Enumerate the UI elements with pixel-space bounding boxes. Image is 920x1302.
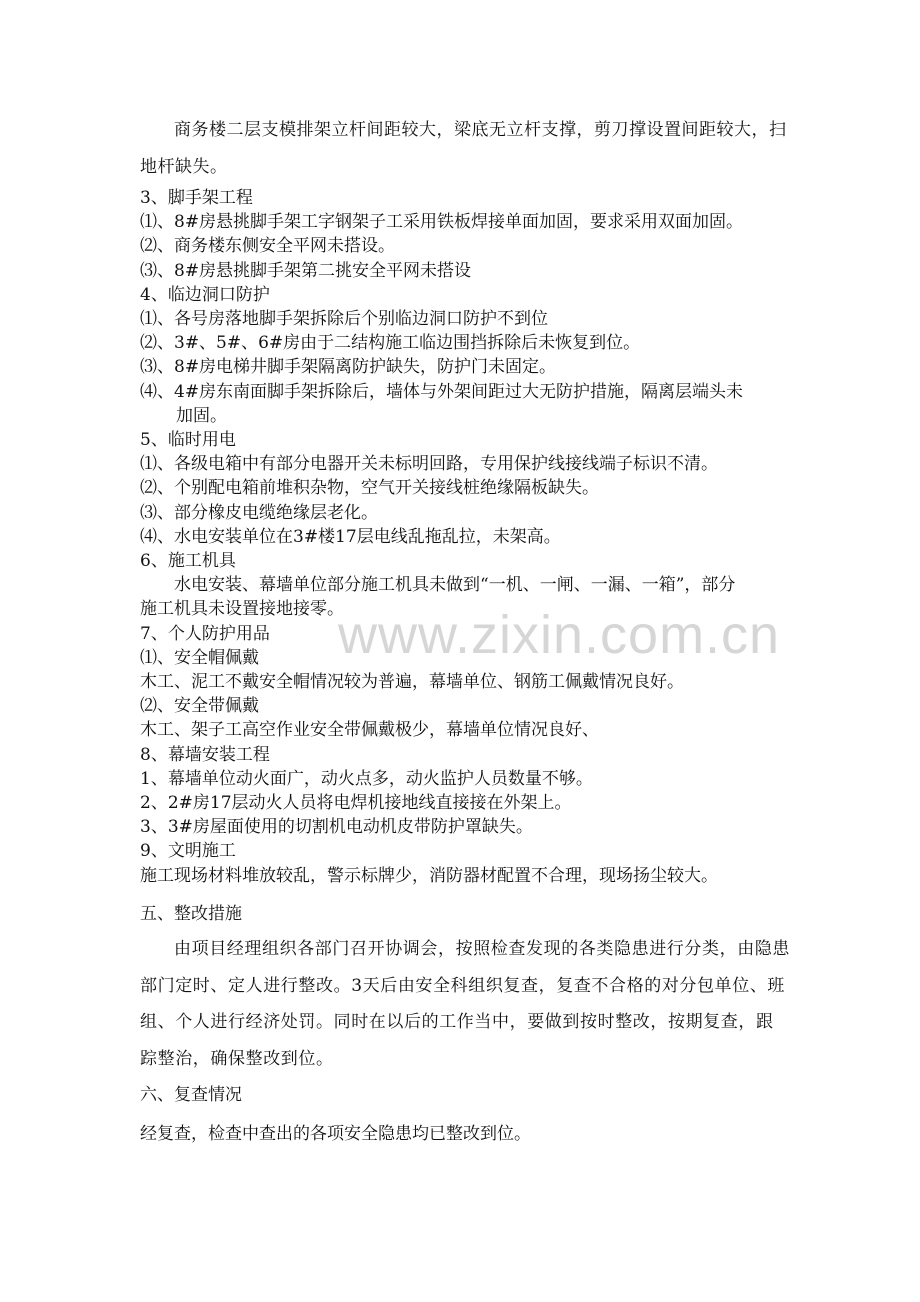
list-line: 2、2#房17层动火人员将电焊机接地线直接接在外架上。: [140, 793, 572, 814]
list-line: 木工、架子工高空作业安全带佩戴极少，幕墙单位情况良好、: [140, 720, 599, 741]
list-line: 6、施工机具: [140, 551, 236, 572]
list-line: 3、3#房屋面使用的切割机电动机皮带防护罩缺失。: [140, 817, 533, 838]
section-heading-rectification: 五、整改措施: [140, 904, 242, 924]
list-line: ⑴、各号房落地脚手架拆除后个别临边洞口防护不到位: [140, 309, 548, 330]
list-line-continuation: 加固。: [176, 405, 227, 426]
list-line: ⑴、各级电箱中有部分电器开关未标明回路，专用保护线接线端子标识不清。: [140, 454, 718, 475]
section-heading-review: 六、复查情况: [140, 1085, 242, 1105]
list-line: 5、临时用电: [140, 430, 236, 451]
list-line: 施工现场材料堆放较乱，警示标牌少，消防器材配置不合理，现场扬尘较大。: [140, 865, 718, 886]
list-line: 1、幕墙单位动火面广，动火点多，动火监护人员数量不够。: [140, 768, 593, 789]
list-line: ⑴、8#房悬挑脚手架工字钢架子工采用铁板焊接单面加固，要求采用双面加固。: [140, 212, 744, 233]
rectification-paragraph: 由项目经理组织各部门召开协调会，按照检查发现的各类隐患进行分类，由隐患部门定时、定人进行整改。3天后由安全科组织复查，复查不合格的对分包单位、班组、个人进行经济处罚。同时在以后的工作当中，要做到按时整改，按期复查，跟踪整治，确保整改到位。: [140, 939, 790, 1069]
list-line: ⑷、水电安装单位在3#楼17层电线乱拖乱拉，未架高。: [140, 526, 561, 547]
list-line: ⑶、8#房电梯井脚手架隔离防护缺失，防护门未固定。: [140, 357, 557, 378]
list-line: 木工、泥工不戴安全帽情况较为普遍，幕墙单位、钢筋工佩戴情况良好。: [140, 672, 684, 693]
list-line: ⑵、个别配电箱前堆积杂物，空气开关接线桩绝缘隔板缺失。: [140, 478, 599, 499]
list-line: 8、幕墙安装工程: [140, 744, 270, 765]
list-line: 9、文明施工: [140, 841, 236, 862]
list-line: 施工机具未设置接地接零。: [140, 599, 344, 620]
list-line: ⑵、3#、5#、6#房由于二结构施工临边围挡拆除后未恢复到位。: [140, 333, 641, 354]
list-line: ⑴、安全帽佩戴: [140, 647, 259, 668]
list-line: 7、个人防护用品: [140, 623, 270, 644]
inspection-list: [140, 186, 790, 888]
intro-paragraph: 商务楼二层支模排架立杆间距较大，梁底无立杆支撑，剪刀撑设置间距较大，扫地杆缺失。: [140, 120, 787, 177]
list-line: 水电安装、幕墙单位部分施工机具未做到“一机、一闸、一漏、一箱”，部分: [174, 575, 736, 596]
list-line: ⑷、4#房东南面脚手架拆除后，墙体与外架间距过大无防护措施，隔离层端头未: [140, 381, 744, 402]
list-line: ⑵、安全带佩戴: [140, 696, 259, 717]
list-line: ⑶、部分橡皮电缆绝缘层老化。: [140, 502, 378, 523]
document-page: [140, 0, 790, 1302]
list-line: 4、临边洞口防护: [140, 284, 270, 305]
review-paragraph: 经复查，检查中查出的各项安全隐患均已整改到位。: [140, 1124, 531, 1144]
watermark: www.zixin.com.cn: [338, 605, 781, 665]
list-line: ⑶、8#房悬挑脚手架第二挑安全平网未搭设: [140, 260, 472, 281]
list-line: 3、脚手架工程: [140, 188, 253, 208]
list-line: ⑵、商务楼东侧安全平网未搭设。: [140, 236, 395, 257]
